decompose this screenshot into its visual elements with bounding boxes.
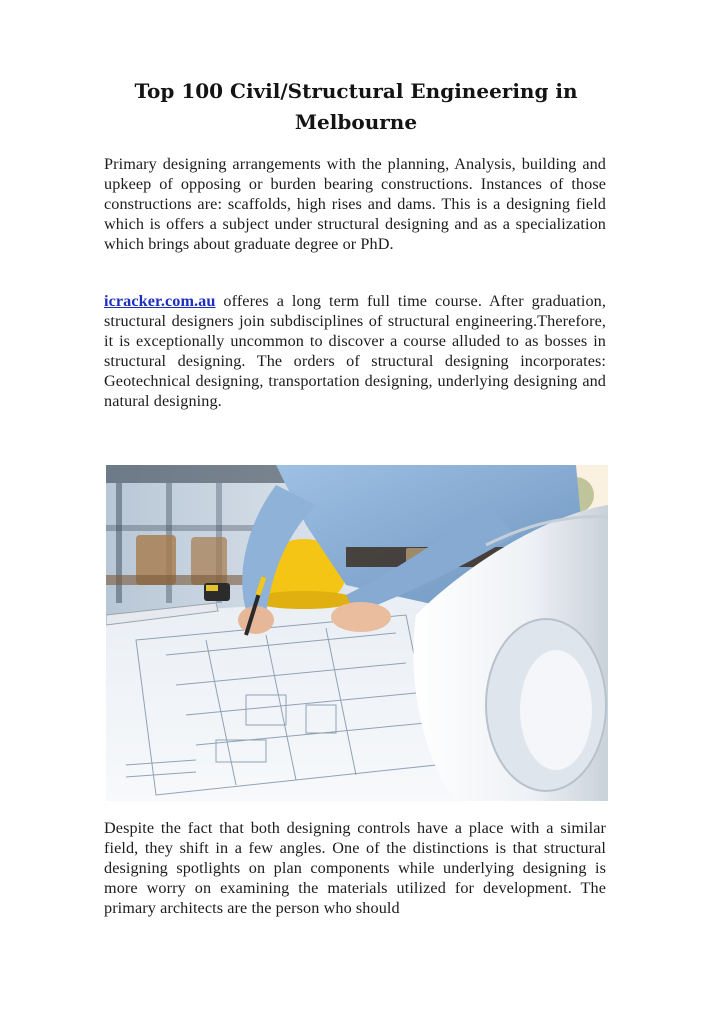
comparison-paragraph: Despite the fact that both designing controls have a place with a similar field, they shift in a few angles. One of the distinctions is that structural designing spotlights on plan components while underlying designing is more worry on examining the materials utilized for development. The primary architects are the person who should [104,819,606,917]
course-paragraph [104,291,606,411]
page-title: Top 100 Civil/Structural Engineering in Melbourne [134,79,578,134]
engineer-blueprint-photo [106,465,608,801]
icracker-link[interactable]: icracker.com.au [104,292,216,310]
course-paragraph-text: offeres a long term full time course. After graduation, structural designers join subdisciplines of structural engineering.Therefore, it is exceptionally uncommon to discover a course alluded to as bosses in structural designing. The orders of structural designing incorporates: Geotechnical designing, transportation designing, underlying designing and natural designing. [104,292,606,410]
intro-paragraph: Primary designing arrangements with the planning, Analysis, building and upkeep of opposing or burden bearing constructions. Instances of those constructions are: scaffolds, high rises and dams. This is a designing field which is offers a subject under structural designing and as a specialization which brings about graduate degree or PhD. [104,155,606,253]
